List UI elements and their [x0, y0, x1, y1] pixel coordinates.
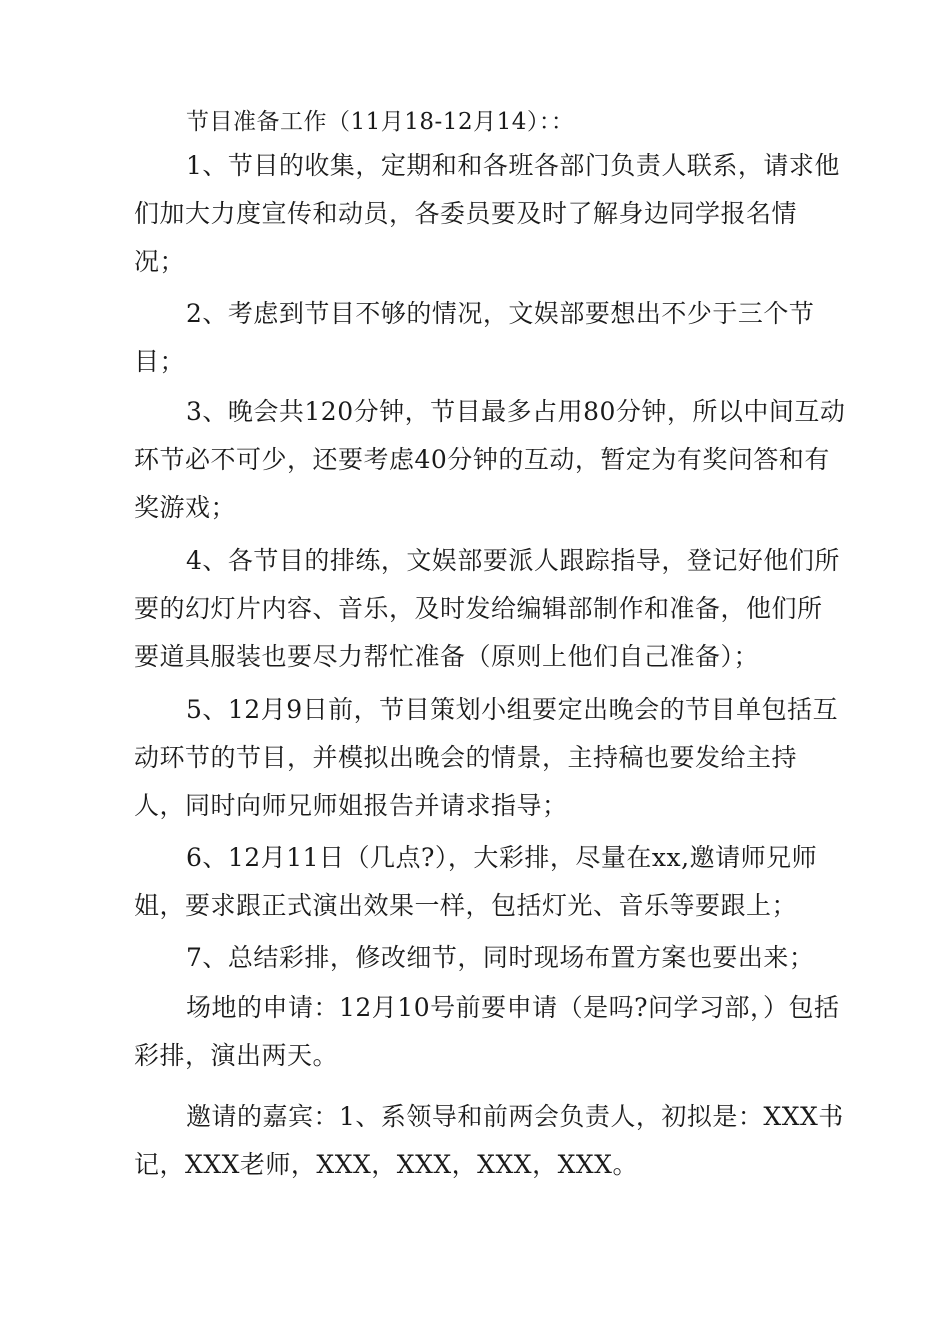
paragraph-item-2: 2、考虑到节目不够的情况，文娱部要想出不少于三个节目；: [134, 299, 815, 376]
paragraph-guests: 邀请的嘉宾：1、系领导和前两会负责人，初拟是：XXX书记，XXX老师，XXX，XXX，XXX，XXX。: [134, 1102, 844, 1179]
section-heading: 节目准备工作（11月18-12月14）：：: [186, 109, 575, 135]
paragraph-item-1: 1、节目的收集，定期和和各班各部门负责人联系，请求他们加大力度宣传和动员，各委员要及时了解身边同学报名情况；: [134, 151, 840, 276]
paragraph-item-5: 5、12月9日前，节目策划小组要定出晚会的节目单包括互动环节的节目，并模拟出晚会的情景，主持稿也要发给主持人，同时向师兄师姐报告并请求指导；: [134, 695, 839, 820]
paragraph-item-3: 3、晚会共120分钟，节目最多占用80分钟，所以中间互动环节必不可少，还要考虑40分钟的互动，暂定为有奖问答和有奖游戏；: [134, 397, 846, 522]
paragraph-item-6: 6、12月11日（几点?），大彩排，尽量在xx,邀请师兄师姐，要求跟正式演出效果一样，包括灯光、音乐等要跟上；: [134, 843, 818, 920]
paragraph-venue: 场地的申请：12月10号前要申请（是吗?问学习部，）包括彩排，演出两天。: [134, 993, 840, 1070]
paragraph-item-4: 4、各节目的排练，文娱部要派人跟踪指导，登记好他们所要的幻灯片内容、音乐，及时发给编辑部制作和准备，他们所要道具服装也要尽力帮忙准备（原则上他们自己准备）；: [134, 546, 840, 671]
paragraph-item-7: 7、总结彩排，修改细节，同时现场布置方案也要出来；: [186, 943, 815, 972]
